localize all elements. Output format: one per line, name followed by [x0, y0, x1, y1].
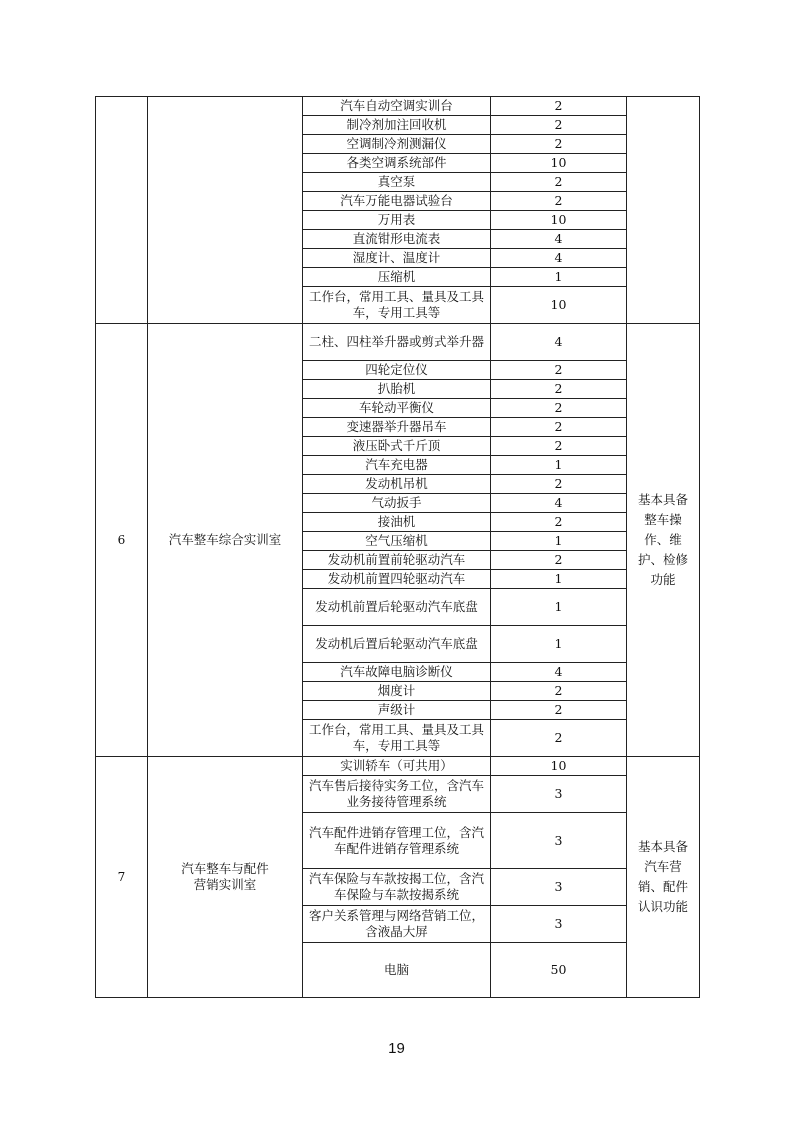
equipment-qty: 2 [491, 116, 627, 135]
equipment-name: 液压卧式千斤顶 [303, 437, 491, 456]
equipment-qty: 1 [491, 268, 627, 287]
equipment-name: 工作台，常用工具、量具及工具车，专用工具等 [303, 720, 491, 757]
equipment-name: 空调制冷剂测漏仪 [303, 135, 491, 154]
room-name: 汽车整车综合实训室 [148, 324, 303, 757]
equipment-name: 汽车配件进销存管理工位，含汽车配件进销存管理系统 [303, 813, 491, 869]
equipment-qty: 1 [491, 626, 627, 663]
equipment-qty: 10 [491, 287, 627, 324]
table-row [96, 324, 700, 361]
equipment-qty: 2 [491, 475, 627, 494]
equipment-name: 电脑 [303, 943, 491, 998]
equipment-name: 发动机吊机 [303, 475, 491, 494]
equipment-qty: 2 [491, 361, 627, 380]
function-cell [627, 97, 700, 324]
equipment-qty: 2 [491, 192, 627, 211]
room-function: 基本具备整车操作、维护、检修功能 [627, 324, 700, 757]
equipment-name: 扒胎机 [303, 380, 491, 399]
equipment-qty: 4 [491, 324, 627, 361]
equipment-name: 万用表 [303, 211, 491, 230]
room-name-line: 营销实训室 [193, 877, 257, 892]
equipment-name: 汽车自动空调实训台 [303, 97, 491, 116]
room-number: 7 [96, 757, 148, 998]
room-number: 6 [96, 324, 148, 757]
equipment-name: 车轮动平衡仪 [303, 399, 491, 418]
room-group-7 [96, 757, 700, 998]
room-group-6 [96, 324, 700, 757]
equipment-name: 制冷剂加注回收机 [303, 116, 491, 135]
equipment-name: 发动机前置前轮驱动汽车 [303, 551, 491, 570]
equipment-name: 发动机前置四轮驱动汽车 [303, 570, 491, 589]
table-row [96, 757, 700, 776]
equipment-name: 压缩机 [303, 268, 491, 287]
equipment-name: 二柱、四柱举升器或剪式举升器 [303, 324, 491, 361]
equipment-qty: 2 [491, 437, 627, 456]
room-name [148, 757, 303, 998]
equipment-name: 工作台，常用工具、量具及工具车，专用工具等 [303, 287, 491, 324]
equipment-name: 四轮定位仪 [303, 361, 491, 380]
equipment-qty: 50 [491, 943, 627, 998]
equipment-name: 各类空调系统部件 [303, 154, 491, 173]
equipment-qty: 3 [491, 906, 627, 943]
equipment-name: 声级计 [303, 701, 491, 720]
equipment-qty: 2 [491, 682, 627, 701]
equipment-qty: 4 [491, 663, 627, 682]
equipment-qty: 4 [491, 494, 627, 513]
equipment-qty: 2 [491, 551, 627, 570]
equipment-qty: 1 [491, 532, 627, 551]
equipment-qty: 2 [491, 135, 627, 154]
equipment-name: 气动扳手 [303, 494, 491, 513]
equipment-name: 汽车充电器 [303, 456, 491, 475]
equipment-name: 汽车售后接待实务工位，含汽车业务接待管理系统 [303, 776, 491, 813]
room-name-line: 汽车整车与配件 [181, 861, 269, 876]
equipment-qty: 2 [491, 513, 627, 532]
equipment-name: 真空泵 [303, 173, 491, 192]
equipment-qty: 3 [491, 776, 627, 813]
equipment-qty: 4 [491, 249, 627, 268]
equipment-name: 汽车故障电脑诊断仪 [303, 663, 491, 682]
room-function: 基本具备汽车营销、配件认识功能 [627, 757, 700, 998]
equipment-qty: 1 [491, 570, 627, 589]
equipment-name: 变速器举升器吊车 [303, 418, 491, 437]
equipment-qty: 10 [491, 211, 627, 230]
equipment-name: 空气压缩机 [303, 532, 491, 551]
equipment-name: 湿度计、温度计 [303, 249, 491, 268]
room-number-cell [96, 97, 148, 324]
equipment-name: 发动机后置后轮驱动汽车底盘 [303, 626, 491, 663]
equipment-qty: 2 [491, 97, 627, 116]
equipment-qty: 2 [491, 380, 627, 399]
equipment-name: 接油机 [303, 513, 491, 532]
equipment-qty: 10 [491, 154, 627, 173]
equipment-qty: 1 [491, 456, 627, 475]
equipment-qty: 1 [491, 589, 627, 626]
equipment-name: 汽车万能电器试验台 [303, 192, 491, 211]
table-row [96, 97, 700, 116]
room-name-cell [148, 97, 303, 324]
equipment-qty: 4 [491, 230, 627, 249]
equipment-table [95, 96, 700, 998]
equipment-name: 客户关系管理与网络营销工位，含液晶大屏 [303, 906, 491, 943]
equipment-qty: 3 [491, 813, 627, 869]
equipment-qty: 3 [491, 869, 627, 906]
equipment-name: 汽车保险与车款按揭工位，含汽车保险与车款按揭系统 [303, 869, 491, 906]
room-group-continued [96, 97, 700, 324]
equipment-qty: 2 [491, 173, 627, 192]
equipment-qty: 2 [491, 418, 627, 437]
equipment-qty: 2 [491, 399, 627, 418]
equipment-qty: 2 [491, 701, 627, 720]
equipment-name: 直流钳形电流表 [303, 230, 491, 249]
equipment-name: 发动机前置后轮驱动汽车底盘 [303, 589, 491, 626]
equipment-qty: 10 [491, 757, 627, 776]
equipment-name: 实训轿车（可共用） [303, 757, 491, 776]
equipment-name: 烟度计 [303, 682, 491, 701]
page-number: 19 [388, 1040, 405, 1057]
equipment-qty: 2 [491, 720, 627, 757]
